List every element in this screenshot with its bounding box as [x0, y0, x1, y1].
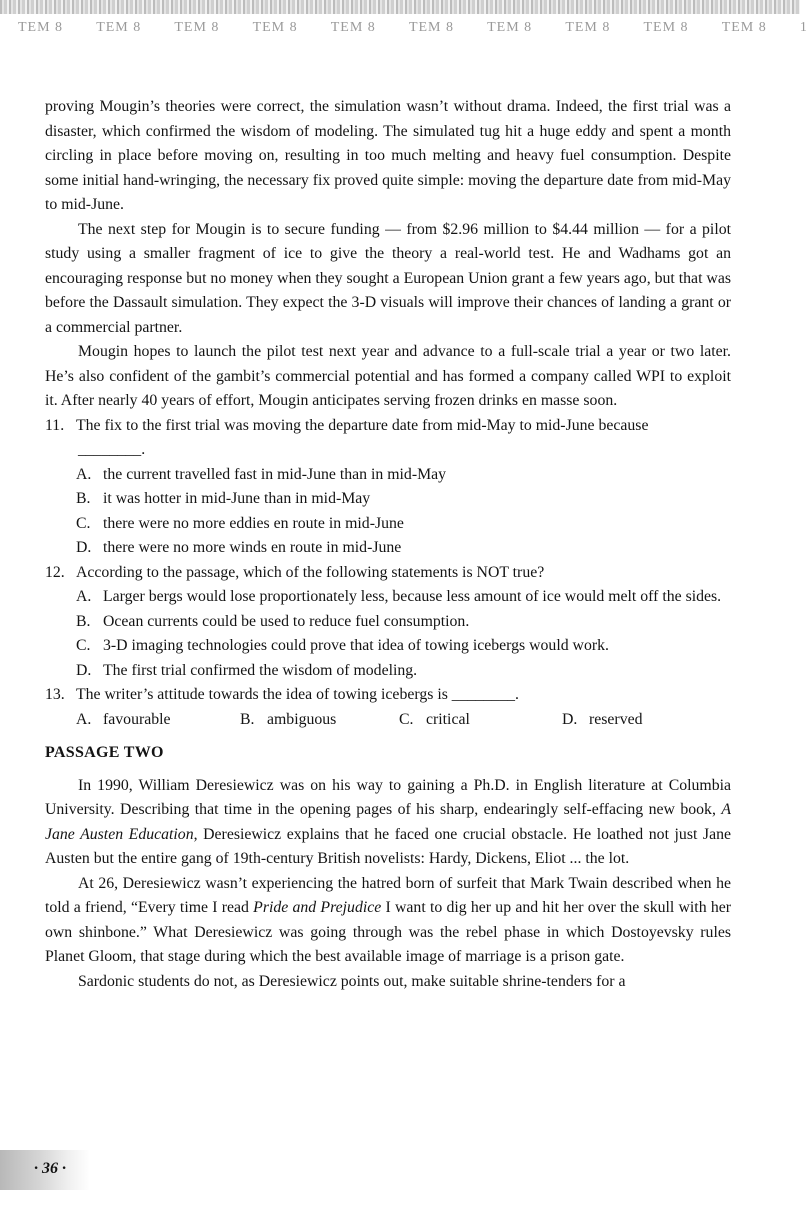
option-letter: B. [76, 490, 91, 507]
header-label: TEM 8 [721, 20, 767, 35]
option-letter: D. [76, 539, 92, 556]
question-number: 12. [45, 563, 65, 581]
option-text: The first trial confirmed the wisdom of modeling. [103, 661, 418, 679]
question-stem: The fix to the first trial was moving the departure date from mid-May to mid-June because [76, 416, 649, 434]
option-a [76, 708, 240, 733]
question-stem: According to the passage, which of the following statements is NOT true? [76, 563, 545, 581]
passage-two-paragraph [45, 872, 731, 970]
header-label: TEM 8 [330, 20, 376, 35]
question-number: 13. [45, 686, 65, 703]
header-label: TEM 8 [174, 20, 220, 35]
option-letter: C. [76, 514, 91, 532]
header-label: TEM 8 [408, 20, 454, 35]
option-letter: B. [76, 612, 91, 630]
option-b [45, 610, 731, 635]
paragraph-text: At 26, Deresiewicz wasn’t experiencing the hatred born of surfeit that Mark Twain described when he told a friend, “Every time I read [45, 874, 731, 916]
question-11 [45, 414, 731, 439]
running-header [18, 20, 808, 42]
option-d [45, 659, 731, 684]
option-letter: C. [399, 710, 414, 728]
option-text: there were no more winds en route in mid-June [103, 539, 402, 556]
option-text: Ocean currents could be used to reduce fuel consumption. [103, 612, 470, 630]
question-12 [45, 561, 731, 586]
option-d [45, 536, 731, 561]
page-number: · 36 · [34, 1160, 66, 1177]
option-c [45, 634, 731, 659]
option-c [399, 708, 562, 733]
option-text: critical [426, 710, 470, 728]
option-letter: D. [562, 710, 578, 728]
header-label: TEM 8 [96, 20, 142, 35]
header-label: TEM 8 [487, 20, 533, 35]
section-title: PASSAGE TWO [45, 744, 164, 761]
option-c [45, 512, 731, 537]
option-letter: A. [76, 710, 92, 728]
options-row [45, 708, 731, 733]
header-label: TEM 8 [252, 20, 298, 35]
option-text: Larger bergs would lose proportionately less, because less amount of ice would melt off the sides. [103, 588, 722, 605]
option-text: the current travelled fast in mid-June than in mid-May [103, 465, 447, 483]
passage-one-paragraph: Mougin hopes to launch the pilot test next year and advance to a full-scale trial a year or two later. He’s also confident of the gambit’s commercial potential and has formed a company called WPI to exploit it. After nearly 40 years of effort, Mougin anticipates serving frozen drinks en masse soon. [45, 343, 731, 409]
header-label: TEM 8 [643, 20, 689, 35]
paragraph-text: , Deresiewicz explains that he faced one crucial obstacle. He loathed not just Jane Austen but the entire gang of 19th-century British novelists: Hardy, Dickens, Eliot ... the lot. [45, 825, 731, 867]
question-13 [45, 683, 731, 708]
option-a [45, 463, 731, 488]
paragraph-text: I want to dig her up and hit her over the skull with her own shinbone.” What Deresiewicz was going through was the rebel phase in which Dostoyevsky rules Planet Gloom, that stage during which the best available image of marriage is a prison gate. [45, 899, 731, 965]
option-text: reserved [589, 710, 643, 728]
option-a [45, 585, 731, 610]
paragraph-text: In 1990, William Deresiewicz was on his way to gaining a Ph.D. in English literature at Columbia University. Describing that time in the opening pages of his sharp, endearingly self-effacing new book, [45, 776, 731, 818]
passage-one-paragraph: proving Mougin’s theories were correct, the simulation wasn’t without drama. Indeed, the first trial was a disaster, which confirmed the wisdom of modeling. The simulated tug hit a huge eddy and spent a month circling in place before moving on, resulting in too much melting and heavy fuel consumption. Despite some initial hand-wringing, the necessary fix proved quite simple: moving the departure date from mid-May to mid-June. [45, 98, 731, 213]
option-text: there were no more eddies en route in mid-June [103, 514, 404, 532]
option-text: ambiguous [267, 710, 337, 728]
book-title: Pride and Prejudice [253, 899, 382, 916]
page-content [45, 95, 731, 994]
answer-blank: ________. [78, 441, 146, 458]
option-text: it was hotter in mid-June than in mid-May [103, 490, 371, 507]
option-text: 3-D imaging technologies could prove that idea of towing icebergs would work. [103, 637, 609, 654]
header-label: TEM 8 [18, 20, 64, 35]
book-title: A Jane Austen Education [45, 801, 731, 843]
option-letter: C. [76, 637, 91, 654]
header-label: TEM 8 [565, 20, 611, 35]
option-letter: B. [240, 710, 255, 728]
option-text: favourable [103, 710, 171, 728]
passage-two-paragraph: Sardonic students do not, as Deresiewicz points out, make suitable shrine-tenders for a [78, 972, 626, 990]
option-d [562, 708, 643, 733]
option-letter: A. [76, 588, 92, 605]
top-decorative-band [0, 0, 800, 14]
option-b [240, 708, 399, 733]
option-b [45, 487, 731, 512]
option-letter: A. [76, 465, 92, 483]
passage-two-paragraph [45, 774, 731, 872]
passage-one-paragraph: The next step for Mougin is to secure funding — from $2.96 million to $4.44 million — for a pilot study using a smaller fragment of ice to give the theory a real-world test. He and Wadhams got an encouraging response but no money when they sought a European Union grant a few years ago, but that was before the Dassault simulation. They expect the 3-D visuals will improve their chances of landing a grant or a commercial partner. [45, 220, 731, 336]
header-label: 1 [799, 20, 808, 35]
option-letter: D. [76, 661, 92, 679]
question-stem: The writer’s attitude towards the idea of towing icebergs is ________. [76, 686, 519, 703]
question-number: 11. [45, 416, 65, 434]
